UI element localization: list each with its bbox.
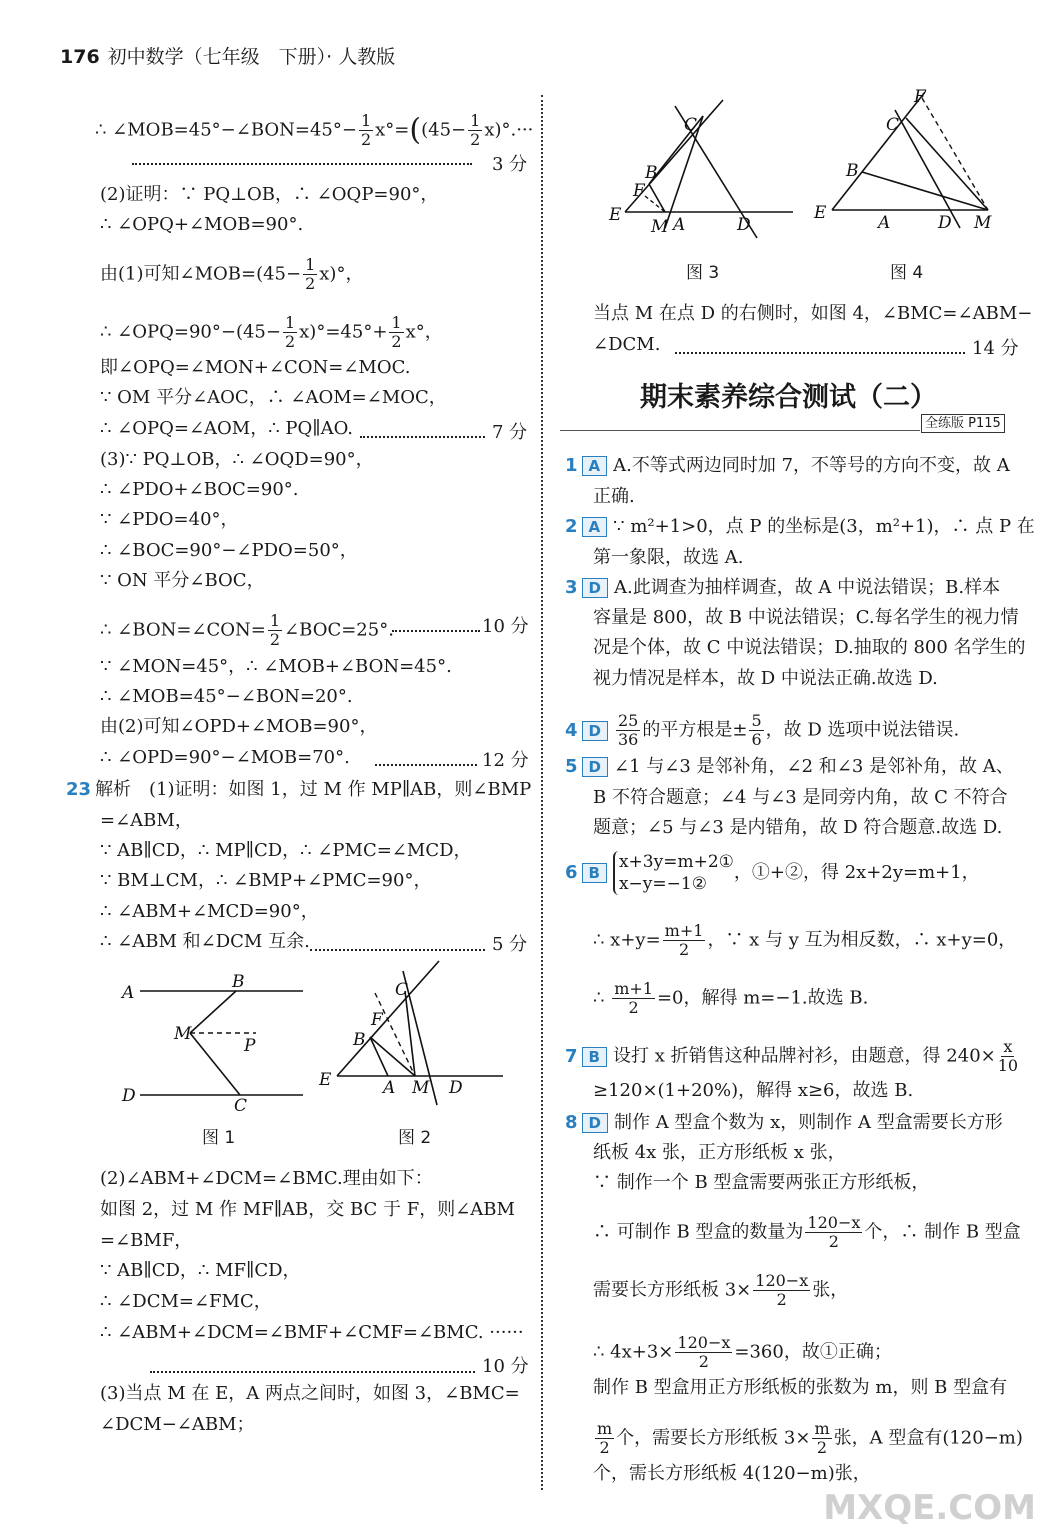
fraction: $\frac{m+1}{2}$ (664, 921, 704, 959)
text-line: ∵ 制作一个 B 型盒需要两张正方形纸板， (593, 1172, 930, 1193)
page-number: 176 (60, 46, 100, 68)
figure-4-diagram (810, 88, 1010, 238)
watermark: MXQE.COM (823, 1488, 1036, 1528)
score: 3 分 (492, 154, 528, 175)
answer-badge: B (582, 863, 607, 883)
dot-leader (150, 1371, 475, 1373)
text-line: ∵ ∠MON=45°，∴ ∠MOB+∠BON=45°. (100, 656, 452, 677)
question-number: 7 (565, 1045, 578, 1067)
text-line: ∴ 可制作 B 型盒的数量为 $\frac{120-x}{2}$ 个，∴ 制作 B 型盒 (593, 1213, 1021, 1251)
point-label: E (319, 1070, 332, 1090)
question-number: 4 (565, 719, 578, 741)
point-label: M (651, 217, 669, 237)
book-title: 初中数学（七年级 下册）· 人教版 (107, 46, 396, 68)
answer-badge: D (582, 578, 608, 598)
answer-badge: B (582, 1047, 607, 1067)
point-label: F (371, 1010, 383, 1030)
answer-item: 3 D A.此调查为抽样调查，故 A 中说法错误；B.样本 (565, 577, 1001, 598)
point-label: C (234, 1096, 248, 1115)
text-line: ∴ ∠BOC=90°−∠PDO=50°， (100, 540, 358, 561)
equation-system: x+3y=m+2① x−y=−1② (613, 851, 734, 895)
fraction: $\frac{1}{2}$ (305, 255, 316, 293)
fraction: $\frac{m+1}{2}$ (614, 979, 653, 1017)
dot-leader (360, 436, 485, 438)
point-label: M (974, 213, 992, 233)
question-number: 1 (565, 455, 578, 476)
score: 5 分 (492, 934, 528, 955)
text-line: 制作 B 型盒用正方形纸板的张数为 m，则 B 型盒有 (593, 1377, 1008, 1398)
title-rule (560, 430, 920, 431)
text-line: ∴ ∠MOB=45°−∠BON=45°− $\frac{1}{2}$ x°=((45− $\frac{1}{2}$ x)°.··· (95, 111, 534, 149)
text-line: 需要长方形纸板 3× $\frac{120-x}{2}$ 张， (593, 1271, 849, 1309)
text-line: ∵ BM⊥CM，∴ ∠BMP+∠PMC=90°， (100, 870, 432, 891)
text-line: ∴ ∠DCM=∠FMC， (100, 1291, 272, 1312)
answer-badge: D (582, 1113, 608, 1133)
text-line: 由(2)可知∠OPD+∠MOB=90°， (100, 716, 378, 737)
text-line: (2)∠ABM+∠DCM=∠BMC.理由如下： (100, 1168, 433, 1189)
fraction: $\frac{1}{2}$ (269, 611, 281, 649)
text-line: B 不符合题意；∠4 与∠3 是同旁内角，故 C 不符合 (593, 787, 1008, 808)
text-line: ∠DCM−∠ABM； (100, 1414, 255, 1435)
text-line: 况是个体，故 C 中说法错误；D.抽取的 800 名学生的 (593, 637, 1026, 658)
answer-item: 4 D $\frac{25}{36}$ 的平方根是± $\frac{5}{6}$ ，故 D 选项中说法错误. (565, 711, 960, 749)
score: 12 分 (482, 750, 529, 771)
fraction: $\frac{x}{10}$ (997, 1037, 1019, 1075)
point-label: B (846, 161, 859, 181)
answer-item: 6 B x+3y=m+2① x−y=−1② ，①+②，得 2x+2y=m+1， (565, 852, 980, 894)
point-label: A (383, 1078, 396, 1098)
answer-badge: D (582, 721, 608, 741)
fraction: $\frac{25}{36}$ (617, 711, 639, 749)
figure-2-diagram (315, 955, 515, 1115)
text-line: ∴ ∠PDO+∠BOC=90°. (100, 479, 299, 500)
figure-caption: 图 2 (398, 1128, 432, 1148)
text-line: =∠ABM， (100, 810, 193, 831)
question-number: 23 (66, 779, 92, 800)
point-label: C (684, 115, 698, 135)
text-line: ∴ ∠ABM 和∠DCM 互余. (100, 931, 310, 952)
text-line: ∴ 4x+3× $\frac{120-x}{2}$ =360，故①正确； (593, 1333, 892, 1371)
text-line: ∵ OM 平分∠AOC，∴ ∠AOM=∠MOC， (100, 387, 447, 408)
text-line: (3)∵ PQ⊥OB，∴ ∠OQD=90°， (100, 449, 374, 470)
dot-leader (392, 630, 480, 632)
text-line: 23 解析 (1)证明：如图 1，过 M 作 MP∥AB，则∠BMP (66, 779, 532, 800)
fraction: $\frac{120-x}{2}$ (807, 1213, 861, 1251)
question-number: 6 (565, 862, 578, 883)
text-line: 如图 2，过 M 作 MF∥AB，交 BC 于 F，则∠ABM (100, 1199, 515, 1220)
text-line: ∴ ∠OPD=90°−∠MOB=70°. (100, 747, 350, 768)
text-line: ∴ ∠OPQ+∠MOB=90°. (100, 214, 304, 235)
point-label: D (938, 213, 952, 233)
text-line: ∴ ∠OPQ=∠AOM，∴ PQ∥AO. (100, 418, 354, 439)
text-line: ∴ $\frac{m+1}{2}$ =0，解得 m=−1.故选 B. (593, 979, 869, 1017)
text-line: $\frac{m}{2}$ 个，需要长方形纸板 3× $\frac{m}{2}$ 张，A 型盒有(120−m) (597, 1419, 1023, 1457)
text-line: ∵ ON 平分∠BOC， (100, 570, 265, 591)
text-line: 容量是 800，故 B 中说法错误；C.每名学生的视力情 (593, 607, 1019, 628)
text-line: 第一象限，故选 A. (593, 547, 744, 568)
answer-item: 2 A ∵ m²+1>0，点 P 的坐标是(3，m²+1)，∴ 点 P 在 (565, 516, 1035, 537)
section-title: 期末素养综合测试（二） (640, 382, 937, 413)
text-line: 由(1)可知∠MOB=(45− $\frac{1}{2}$ x)°， (100, 255, 364, 293)
figure-1-diagram (118, 965, 313, 1115)
text-line: =∠BMF， (100, 1230, 193, 1251)
point-label: B (645, 163, 658, 183)
dot-leader (675, 352, 965, 354)
question-number: 5 (565, 756, 578, 777)
fraction: $\frac{1}{2}$ (391, 313, 402, 351)
score: 10 分 (482, 616, 529, 637)
point-label: P (244, 1036, 256, 1056)
text-line: 题意；∠5 与∠3 是内错角，故 D 符合题意.故选 D. (593, 817, 1003, 838)
figure-caption: 图 1 (202, 1128, 236, 1148)
text-line: ∵ AB∥CD，∴ MP∥CD，∴ ∠PMC=∠MCD， (100, 840, 472, 861)
fraction: $\frac{1}{2}$ (284, 313, 296, 351)
text-line: 正确. (593, 486, 635, 507)
answer-badge: A (582, 456, 608, 476)
fraction: $\frac{5}{6}$ (751, 711, 762, 749)
point-label: A (122, 983, 135, 1003)
text-line: (3)当点 M 在 E，A 两点之间时，如图 3，∠BMC= (100, 1383, 520, 1404)
point-label: A (878, 213, 891, 233)
fraction: $\frac{1}{2}$ (470, 111, 481, 149)
text-line: 当点 M 在点 D 的右侧时，如图 4，∠BMC=∠ABM− (593, 303, 1033, 324)
point-label: M (412, 1078, 430, 1098)
point-label: F (914, 88, 926, 107)
score: 10 分 (482, 1356, 529, 1377)
point-label: M (174, 1024, 192, 1044)
text-line: 个，需长方形纸板 4(120−m)张， (593, 1463, 871, 1484)
fraction: $\frac{1}{2}$ (360, 111, 372, 149)
page-header (60, 42, 395, 69)
point-label: D (122, 1086, 136, 1106)
point-label: C (395, 980, 409, 1000)
answer-item: 5 D ∠1 与∠3 是邻补角，∠2 和∠3 是邻补角，故 A、 (565, 756, 1014, 777)
point-label: D (449, 1078, 463, 1098)
score: 7 分 (492, 422, 528, 443)
point-label: D (737, 215, 751, 235)
score: 14 分 (972, 338, 1019, 359)
text-line: ∴ ∠ABM+∠MCD=90°， (100, 901, 319, 922)
text-line: ∴ ∠OPQ=90°−(45− $\frac{1}{2}$ x)°=45°+ $\frac{1}{2}$ x°， (100, 313, 443, 351)
text-line: ≥120×(1+20%)，解得 x≥6，故选 B. (593, 1080, 914, 1101)
fraction: $\frac{m}{2}$ (814, 1419, 830, 1457)
dot-leader (375, 764, 477, 766)
figure-3-diagram (605, 98, 800, 248)
text-line: (2)证明：∵ PQ⊥OB，∴ ∠OQP=90°， (100, 184, 439, 205)
text-line: ∵ ∠PDO=40°， (100, 509, 239, 530)
text-line: ∴ ∠BON=∠CON= $\frac{1}{2}$ ∠BOC=25°. (100, 611, 394, 649)
dot-leader (132, 163, 472, 165)
text-line: ∴ ∠MOB=45°−∠BON=20°. (100, 686, 353, 707)
point-label: F (633, 181, 645, 201)
answer-badge: D (582, 757, 608, 777)
text-line: 即∠OPQ=∠MON+∠CON=∠MOC. (100, 357, 411, 378)
fraction: $\frac{120-x}{2}$ (677, 1333, 731, 1371)
text-line: ∴ ∠ABM+∠DCM=∠BMF+∠CMF=∠BMC. ······ (100, 1322, 524, 1343)
fraction: $\frac{m}{2}$ (597, 1419, 613, 1457)
text-line: ∴ x+y= $\frac{m+1}{2}$ ，∵ x 与 y 互为相反数，∴ x+y=0， (593, 921, 1017, 959)
point-label: B (353, 1030, 366, 1050)
point-label: A (673, 215, 686, 235)
point-label: B (232, 972, 245, 992)
text-line: 视力情况是样本，故 D 中说法正确.故选 D. (593, 668, 938, 689)
answer-item: 1 A A.不等式两边同时加 7，不等号的方向不变，故 A (565, 455, 1010, 476)
dot-leader (310, 949, 485, 951)
reference-tag: 全练版 P115 (921, 414, 1005, 433)
answer-badge: A (582, 517, 608, 537)
question-number: 8 (565, 1112, 578, 1133)
text-line: ∵ AB∥CD，∴ MF∥CD， (100, 1260, 301, 1281)
point-label: E (814, 203, 827, 223)
fraction: $\frac{120-x}{2}$ (755, 1271, 809, 1309)
text-line: ∠DCM. (593, 334, 661, 355)
point-label: C (886, 115, 900, 135)
figure-caption: 图 4 (890, 263, 924, 283)
point-label: E (609, 205, 622, 225)
text-line: 纸板 4x 张，正方形纸板 x 张， (593, 1142, 846, 1163)
question-number: 3 (565, 577, 578, 598)
answer-item: 8 D 制作 A 型盒个数为 x，则制作 A 型盒需要长方形 (565, 1112, 1003, 1133)
answer-item: 7 B 设打 x 折销售这种品牌衬衫，由题意，得 240× $\frac{x}{10}$ (565, 1037, 1019, 1075)
column-divider (541, 95, 543, 1490)
question-number: 2 (565, 516, 578, 537)
figure-caption: 图 3 (686, 263, 720, 283)
